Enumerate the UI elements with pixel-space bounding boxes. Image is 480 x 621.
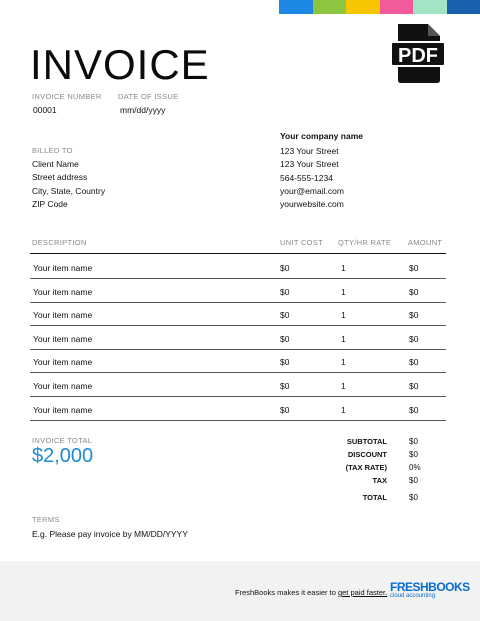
totals-label: TOTAL xyxy=(362,493,387,502)
totals-label: (TAX RATE) xyxy=(345,463,387,472)
totals-label: TAX xyxy=(372,476,387,485)
billed-to-line[interactable]: Client Name xyxy=(32,159,79,169)
table-row xyxy=(30,254,446,279)
stripe-2 xyxy=(313,0,347,14)
totals-value: $0 xyxy=(409,450,418,459)
col-header-unit-cost: UNIT COST xyxy=(280,238,323,247)
billed-to-label: BILLED TO xyxy=(32,146,73,155)
invoice-total-amount: $2,000 xyxy=(32,445,94,467)
stripe-3 xyxy=(346,0,380,14)
table-row xyxy=(30,325,446,350)
company-line[interactable]: 123 Your Street xyxy=(280,146,339,156)
item-amount[interactable]: $0 xyxy=(409,381,419,391)
item-unit-cost[interactable]: $0 xyxy=(280,310,290,321)
item-amount[interactable]: $0 xyxy=(409,310,419,321)
item-unit-cost[interactable]: $0 xyxy=(280,263,290,273)
get-paid-faster-link[interactable]: get paid faster. xyxy=(337,588,388,597)
col-header-amount: AMOUNT xyxy=(408,238,443,247)
item-amount[interactable]: $0 xyxy=(409,333,419,344)
company-line[interactable]: 123 Your Street xyxy=(280,159,339,170)
date-of-issue-label: DATE OF ISSUE xyxy=(118,92,179,101)
billed-to-line[interactable]: ZIP Code xyxy=(32,198,68,209)
item-qty[interactable]: 1 xyxy=(341,310,346,321)
company-line[interactable]: yourwebsite.com xyxy=(280,199,344,210)
item-unit-cost[interactable]: $0 xyxy=(280,404,290,415)
billed-to-line[interactable]: City, State, Country xyxy=(32,185,106,196)
item-unit-cost[interactable]: $0 xyxy=(280,357,290,368)
item-description[interactable]: Your item name xyxy=(33,263,93,273)
table-row xyxy=(30,278,446,303)
item-qty[interactable]: 1 xyxy=(341,357,346,368)
item-description[interactable]: Your item name xyxy=(33,310,93,321)
item-description[interactable]: Your item name xyxy=(33,333,93,344)
item-description[interactable]: Your item name xyxy=(33,357,93,368)
item-unit-cost[interactable]: $0 xyxy=(280,381,290,391)
footer-promo xyxy=(235,588,387,597)
item-description[interactable]: Your item name xyxy=(33,286,93,297)
company-name[interactable]: Your company name xyxy=(280,131,363,141)
billed-to-line[interactable]: Street address xyxy=(32,172,88,183)
item-unit-cost[interactable]: $0 xyxy=(280,286,290,297)
item-qty[interactable]: 1 xyxy=(341,263,346,273)
stripe-1 xyxy=(279,0,313,14)
totals-value: $0 xyxy=(409,476,418,485)
company-line[interactable]: 564-555-1234 xyxy=(280,172,333,183)
table-row xyxy=(30,372,446,397)
totals-value: 0% xyxy=(409,463,421,472)
item-amount[interactable]: $0 xyxy=(409,263,419,273)
company-line[interactable]: your@email.com xyxy=(280,185,344,196)
table-row xyxy=(30,396,446,421)
table-row xyxy=(30,348,446,373)
col-header-qty: QTY/HR RATE xyxy=(338,238,392,247)
freshbooks-brand-sub: cloud accounting xyxy=(390,593,436,599)
freshbooks-brand: FRESHBOOKS xyxy=(390,580,470,594)
item-qty[interactable]: 1 xyxy=(341,286,346,297)
totals-value: $0 xyxy=(409,493,418,502)
totals-label: SUBTOTAL xyxy=(346,437,387,446)
invoice-total-label: INVOICE TOTAL xyxy=(32,436,93,445)
freshbooks-logo[interactable] xyxy=(390,580,470,599)
invoice-title: INVOICE xyxy=(30,41,210,88)
footer-promo-text: FreshBooks makes it easier to xyxy=(235,588,338,597)
totals-value: $0 xyxy=(409,437,418,446)
item-qty[interactable]: 1 xyxy=(341,381,346,391)
table-row xyxy=(30,301,446,326)
color-stripe xyxy=(279,0,480,14)
item-description[interactable]: Your item name xyxy=(33,381,93,391)
item-qty[interactable]: 1 xyxy=(341,404,346,415)
stripe-5 xyxy=(413,0,447,14)
item-unit-cost[interactable]: $0 xyxy=(280,333,290,344)
pdf-download-icon[interactable] xyxy=(388,22,448,84)
item-amount[interactable]: $0 xyxy=(409,286,419,297)
item-qty[interactable]: 1 xyxy=(341,333,346,344)
invoice-number-label: INVOICE NUMBER xyxy=(32,92,102,101)
terms-label: TERMS xyxy=(32,515,60,524)
pdf-icon-label: PDF xyxy=(398,45,438,67)
stripe-4 xyxy=(380,0,414,14)
col-header-description: DESCRIPTION xyxy=(32,238,87,247)
item-amount[interactable]: $0 xyxy=(409,357,419,368)
totals-label: DISCOUNT xyxy=(347,450,387,459)
item-description[interactable]: Your item name xyxy=(33,404,93,415)
date-of-issue[interactable]: mm/dd/yyyy xyxy=(120,105,166,115)
item-amount[interactable]: $0 xyxy=(409,404,419,415)
invoice-number[interactable]: 00001 xyxy=(33,105,57,115)
stripe-6 xyxy=(447,0,480,14)
terms-text[interactable]: E.g. Please pay invoice by MM/DD/YYYY xyxy=(32,529,188,539)
